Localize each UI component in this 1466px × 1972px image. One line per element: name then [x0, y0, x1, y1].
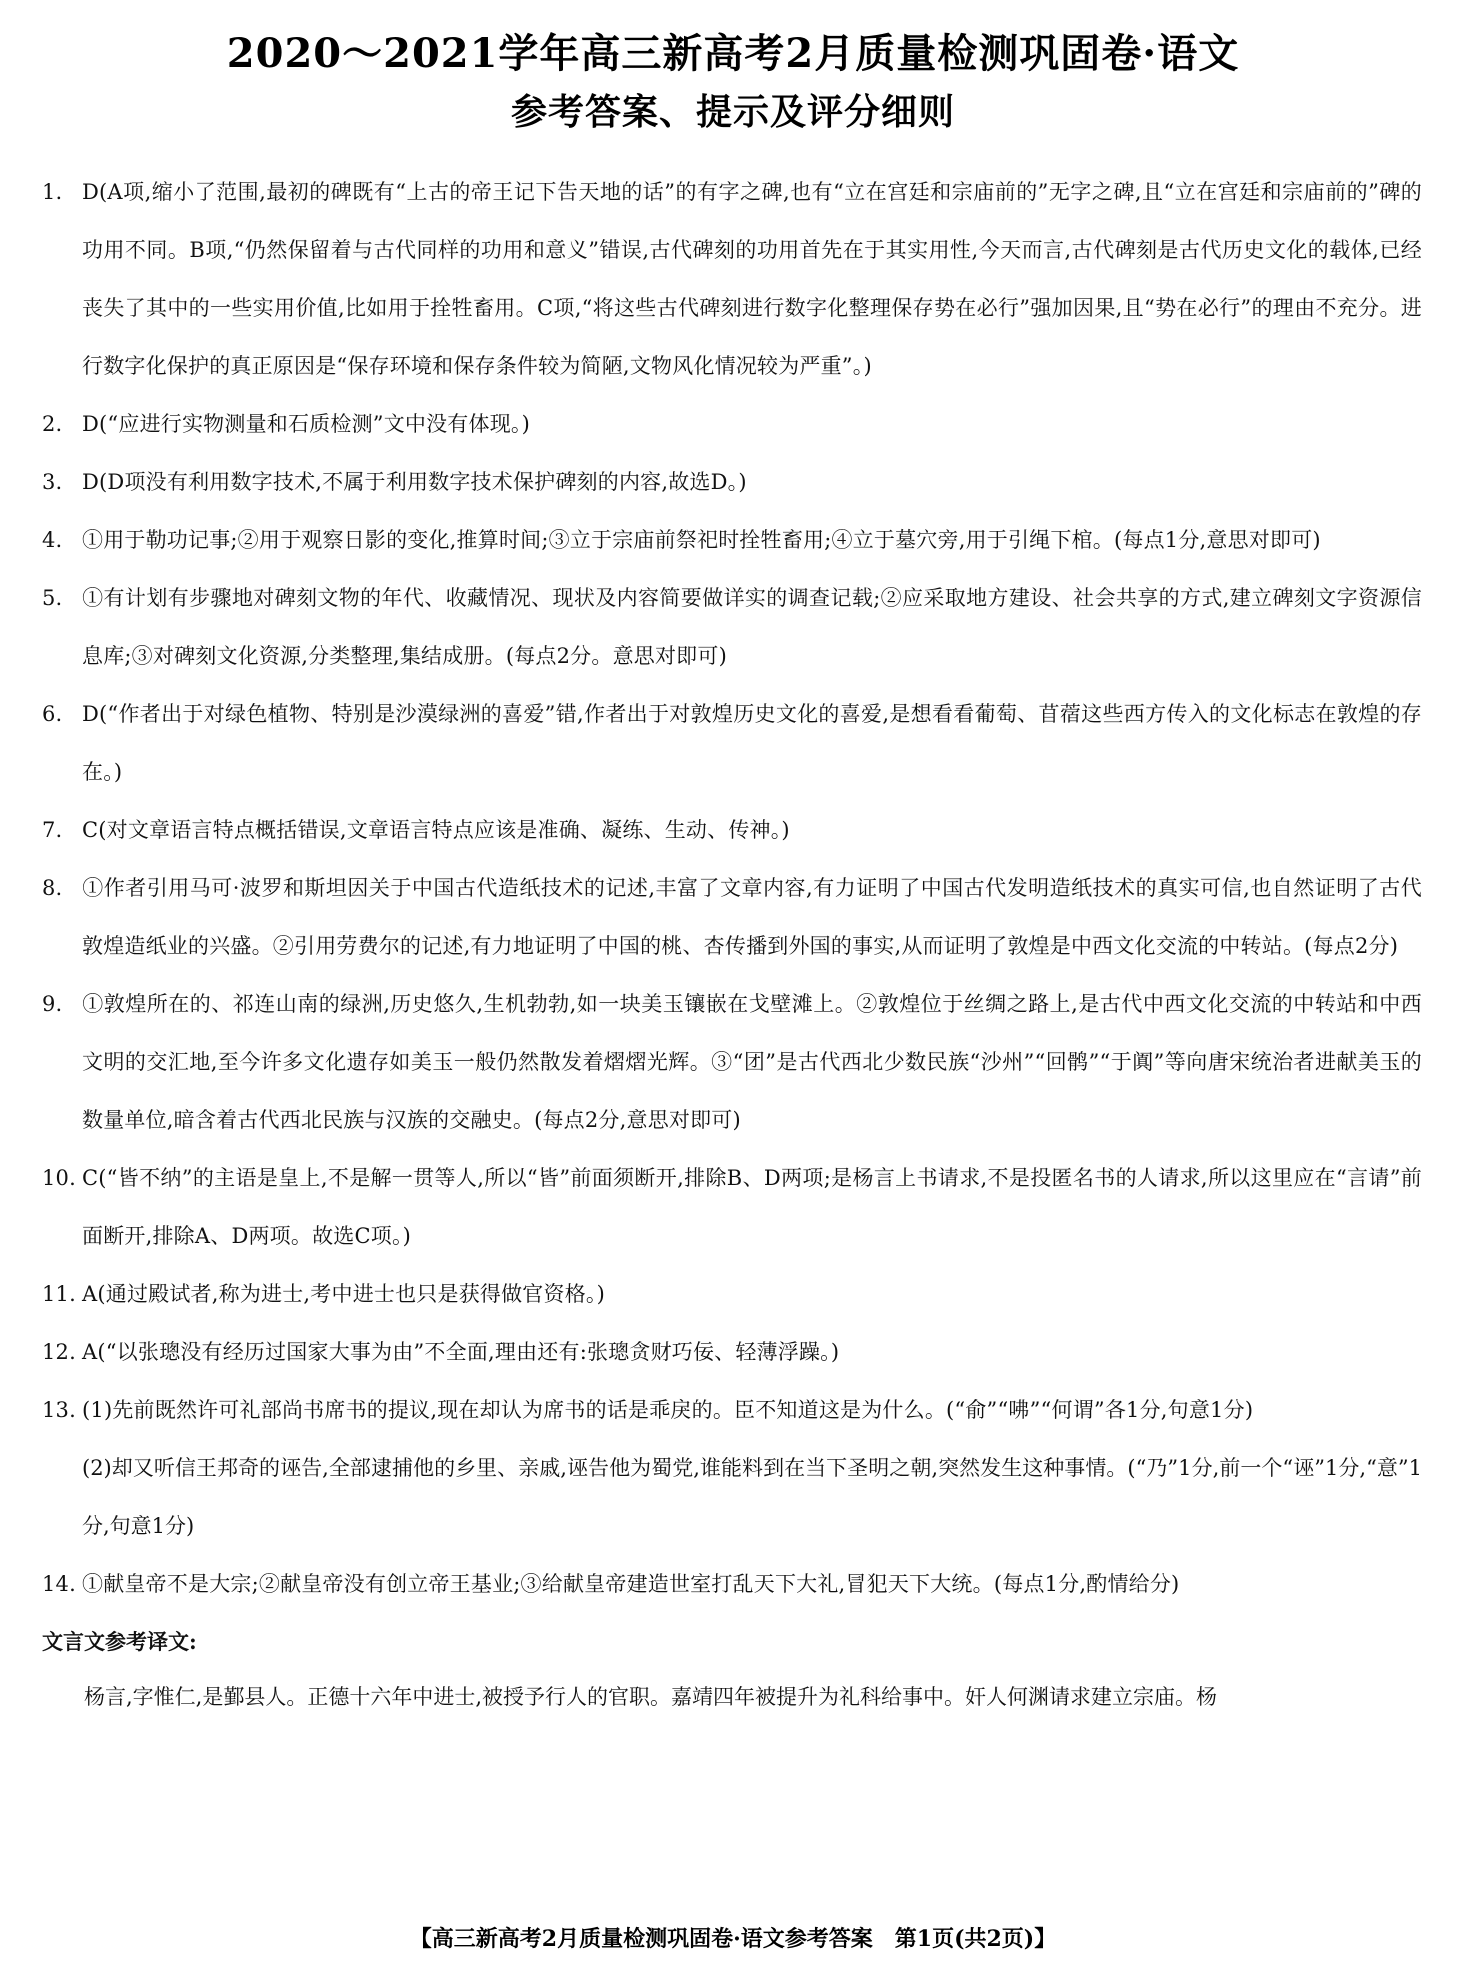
answer-item-1: 1. D(A项,缩小了范围,最初的碑既有“上古的帝王记下告天地的话”的有字之碑,也有“立在宫廷和宗庙前的”无字之碑,且“立在宫廷和宗庙前的”碑的功用不同。B项,“仍然保留着与古代同样的功用和意义”错误,古代碑刻的功用首先在于其实用性,今天而言,古代碑刻是古代历史文化的载体,已经丧失了其中的一些实用价值,比如用于拴牲畜用。C项,“将这些古代碑刻进行数字化整理保存势在必行”强加因果,且“势在必行”的理由不充分。进行数字化保护的真正原因是“保存环境和保存条件较为简陋,文物风化情况较为严重”。)	[42, 180, 1422, 378]
answer-item-3: 3. D(D项没有利用数字技术,不属于利用数字技术保护碑刻的内容,故选D。)	[42, 470, 747, 494]
page-footer: 【高三新高考2月质量检测巩固卷·语文参考答案 第1页(共2页)】	[409, 1926, 1057, 1952]
translation-heading: 文言文参考译文:	[42, 1629, 197, 1654]
answer-item-13-part-1: 13. (1)先前既然许可礼部尚书席书的提议,现在却认为席书的话是乖戾的。臣不知道这是为什么。(“俞”“咈”“何谓”各1分,句意1分)	[42, 1398, 1254, 1422]
answer-item-9: 9. ①敦煌所在的、祁连山南的绿洲,历史悠久,生机勃勃,如一块美玉镶嵌在戈壁滩上。②敦煌位于丝绸之路上,是古代中西文化交流的中转站和中西文明的交汇地,至今许多文化遗存如美玉一般仍然散发着熠熠光辉。③“团”是古代西北少数民族“沙州”“回鹘”“于阗”等向唐宋统治者进献美玉的数量单位,暗含着古代西北民族与汉族的交融史。(每点2分,意思对即可)	[42, 992, 1422, 1132]
answer-item-2: 2. D(“应进行实物测量和石质检测”文中没有体现。)	[42, 412, 530, 436]
translation-paragraph: 杨言,字惟仁,是鄞县人。正德十六年中进士,被授予行人的官职。嘉靖四年被提升为礼科给事中。奸人何渊请求建立宗庙。杨	[84, 1685, 1218, 1709]
answer-item-6: 6. D(“作者出于对绿色植物、特别是沙漠绿洲的喜爱”错,作者出于对敦煌历史文化的喜爱,是想看看葡萄、苜蓿这些西方传入的文化标志在敦煌的存在。)	[42, 702, 1422, 784]
answer-item-5: 5. ①有计划有步骤地对碑刻文物的年代、收藏情况、现状及内容简要做详实的调查记载;②应采取地方建设、社会共享的方式,建立碑刻文字资源信息库;③对碑刻文化资源,分类整理,集结成册。(每点2分。意思对即可)	[42, 586, 1422, 668]
answer-item-12: 12. A(“以张璁没有经历过国家大事为由”不全面,理由还有:张璁贪财巧佞、轻薄浮躁。)	[42, 1340, 840, 1364]
answer-item-10: 10. C(“皆不纳”的主语是皇上,不是解一贯等人,所以“皆”前面须断开,排除B、D两项;是杨言上书请求,不是投匿名书的人请求,所以这里应在“言请”前面断开,排除A、D两项。故选C项。)	[42, 1166, 1422, 1248]
answer-item-7: 7. C(对文章语言特点概括错误,文章语言特点应该是准确、凝练、生动、传神。)	[42, 818, 790, 842]
page-subtitle: 参考答案、提示及评分细则	[510, 91, 955, 133]
answer-item-8: 8. ①作者引用马可·波罗和斯坦因关于中国古代造纸技术的记述,丰富了文章内容,有力证明了中国古代发明造纸技术的真实可信,也自然证明了古代敦煌造纸业的兴盛。②引用劳费尔的记述,有力地证明了中国的桃、杏传播到外国的事实,从而证明了敦煌是中西文化交流的中转站。(每点2分)	[42, 876, 1422, 958]
answer-item-14: 14. ①献皇帝不是大宗;②献皇帝没有创立帝王基业;③给献皇帝建造世室打乱天下大礼,冒犯天下大统。(每点1分,酌情给分)	[42, 1572, 1180, 1596]
page-title: 2020～2021学年高三新高考2月质量检测巩固卷·语文	[226, 30, 1240, 77]
answer-item-11: 11. A(通过殿试者,称为进士,考中进士也只是获得做官资格。)	[42, 1282, 605, 1306]
answer-item-4: 4. ①用于勒功记事;②用于观察日影的变化,推算时间;③立于宗庙前祭祀时拴牲畜用;④立于墓穴旁,用于引绳下棺。(每点1分,意思对即可)	[42, 528, 1321, 552]
answer-item-13-part-2: (2)却又听信王邦奇的诬告,全部逮捕他的乡里、亲戚,诬告他为蜀党,谁能料到在当下圣明之朝,突然发生这种事情。(“乃”1分,前一个“诬”1分,“意”1分,句意1分)	[82, 1456, 1422, 1538]
answers-body	[42, 163, 1422, 1723]
